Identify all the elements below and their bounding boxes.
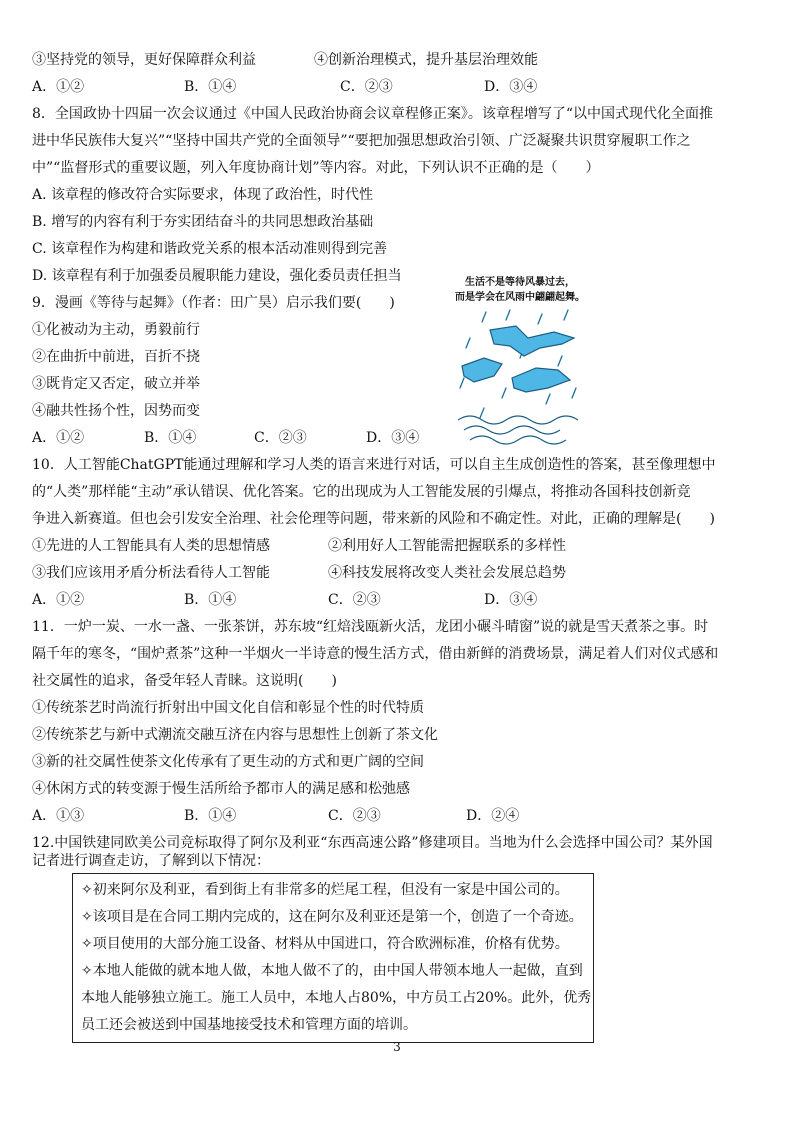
q8-option-b: B. 增写的内容有利于夯实团结奋斗的共同思想政治基础 [32,214,374,230]
q11-options [32,806,752,826]
q7-option-a: A．①② [32,79,85,95]
q8-stem-line-2: 进中华民族伟大复兴”“坚持中国共产党的全面领导”“要把加强思想政治引领、广泛凝聚共识贯穿履职工作之 [32,133,691,149]
q9-item-4: ④融共性扬个性，因势而变 [32,403,200,419]
q9-option-d: D．③④ [366,430,420,446]
q7-item-row [32,50,752,70]
q7-option-d: D．③④ [484,79,538,95]
q9-item-1: ①化被动为主动，勇毅前行 [32,322,200,338]
q10-item-1: ①先进的人工智能具有人类的思想情感 [32,538,270,554]
q10-option-a: A．①② [32,592,85,608]
q10-item-2: ②利用好人工智能需把握联系的多样性 [328,538,566,554]
q10-item-row-2 [32,563,752,583]
q10-option-b: B．①④ [184,592,237,608]
q12-box-line-5: 本地人能够独立施工。施工人员中，本地人占80%，中方员工占20%。此外，优秀 [81,990,592,1006]
q10-item-row-1 [32,536,752,556]
q9-option-b: B．①④ [144,430,197,446]
q7-options [32,77,752,97]
q8-stem-line-1: 8．全国政协十四届一次会议通过《中国人民政治协商会议章程修正案》。该章程增写了“以中国式现代化全面推 [32,106,714,122]
q9-option-a: A．①② [32,430,85,446]
q10-options [32,590,752,610]
q9-item-2: ②在曲折中前进，百折不挠 [32,349,200,365]
q10-item-3: ③我们应该用矛盾分析法看待人工智能 [32,565,270,581]
q12-box-line-6: 员工还会被送到中国基地接受技术和管理方面的培训。 [81,1017,417,1033]
comic-illustration [450,270,590,446]
q10-option-c: C．②③ [328,592,381,608]
q9-option-c: C．②③ [254,430,307,446]
q8-option-d: D. 该章程有利于加强委员履职能力建设，强化委员责任担当 [32,268,402,284]
q9-stem: 9．漫画《等待与起舞》（作者：田广昊）启示我们要( ) [32,295,395,311]
page-number: 3 [393,1040,401,1054]
q12-box-line-1: ✧初来阿尔及利亚，看到街上有非常多的烂尾工程，但没有一家是中国公司的。 [81,882,569,898]
q7-option-c: C．②③ [340,79,393,95]
q11-option-a: A．①③ [32,808,85,824]
q10-item-4: ④科技发展将改变人类社会发展总趋势 [328,565,566,581]
q11-stem-line-2: 隔千年的寒冬，“围炉煮茶”这种一半烟火一半诗意的慢生活方式，借由新鲜的消费场景，满足着人们对仪式感和 [32,646,719,662]
q11-stem-line-3: 社交属性的追求，备受年轻人青睐。这说明( ) [32,673,337,689]
q7-item-4: ④创新治理模式，提升基层治理效能 [314,52,538,68]
q7-option-b: B．①④ [184,79,237,95]
q10-stem-line-2: 的“人类”那样能“主动”承认错误、优化答案。它的出现成为人工智能发展的引爆点，将推动各国科技创新竞 [32,484,691,500]
q12-box-line-4: ✧本地人能做的就本地人做，本地人做不了的，由中国人带领本地人一起做，直到 [81,963,583,979]
q11-item-4: ④休闲方式的转变源于慢生活所给予都市人的满足感和松弛感 [32,781,410,797]
q8-option-a: A. 该章程的修改符合实际要求，体现了政治性，时代性 [32,187,374,203]
q10-option-d: D．③④ [484,592,538,608]
q11-item-1: ①传统茶艺时尚流行折射出中国文化自信和彰显个性的时代特质 [32,700,424,716]
comic-caption-line-2: 而是学会在风雨中翩翩起舞。 [455,292,585,303]
q11-option-b: B．①④ [184,808,237,824]
q11-option-d: D．②④ [466,808,520,824]
dancing-figures-drawing [450,308,590,448]
q10-stem-line-1: 10．人工智能ChatGPT能通过理解和学习人类的语言来进行对话，可以自主生成创造性的答案，甚至像理想中 [32,457,716,473]
q12-material-box [72,873,594,1043]
q9-item-3: ③既肯定又否定，破立并举 [32,376,200,392]
q10-stem-line-3: 争进入新赛道。但也会引发安全治理、社会伦理等问题，带来新的风险和不确定性。对此，正确的理解是( ) [32,511,715,527]
q9-options [32,428,752,448]
q12-box-line-2: ✧该项目是在合同工期内完成的，这在阿尔及利亚还是第一个，创造了一个奇迹。 [81,909,583,925]
q11-stem-line-1: 11．一炉一炭、一水一盏、一张茶饼，苏东坡“红焙浅瓯新火活，龙团小碾斗晴窗”说的就是雪天煮茶之事。时 [32,619,709,635]
comic-caption-line-1: 生活不是等待风暴过去， [465,277,575,288]
q11-option-c: C．②③ [328,808,381,824]
q11-item-3: ③新的社交属性使茶文化传承有了更生动的方式和更广阔的空间 [32,754,424,770]
q12-stem-line-1: 12.中国铁建同欧美公司竞标取得了阿尔及利亚“东西高速公路”修建项目。当地为什么会选择中国公司？某外国 [32,835,713,851]
q7-item-3: ③坚持党的领导，更好保障群众利益 [32,52,256,68]
q8-option-c: C. 该章程作为构建和谐政党关系的根本活动准则得到完善 [32,241,388,257]
q12-stem-line-2: 记者进行调查走访，了解到以下情况： [32,853,270,869]
q12-box-line-3: ✧项目使用的大部分施工设备、材料从中国进口，符合欧洲标准，价格有优势。 [81,936,569,952]
q8-stem-line-3: 中”“监督形式的重要议题，列入年度协商计划”等内容。对此，下列认识不正确的是（ ） [32,160,600,176]
q11-item-2: ②传统茶艺与新中式潮流交融互济在内容与思想性上创新了茶文化 [32,727,438,743]
